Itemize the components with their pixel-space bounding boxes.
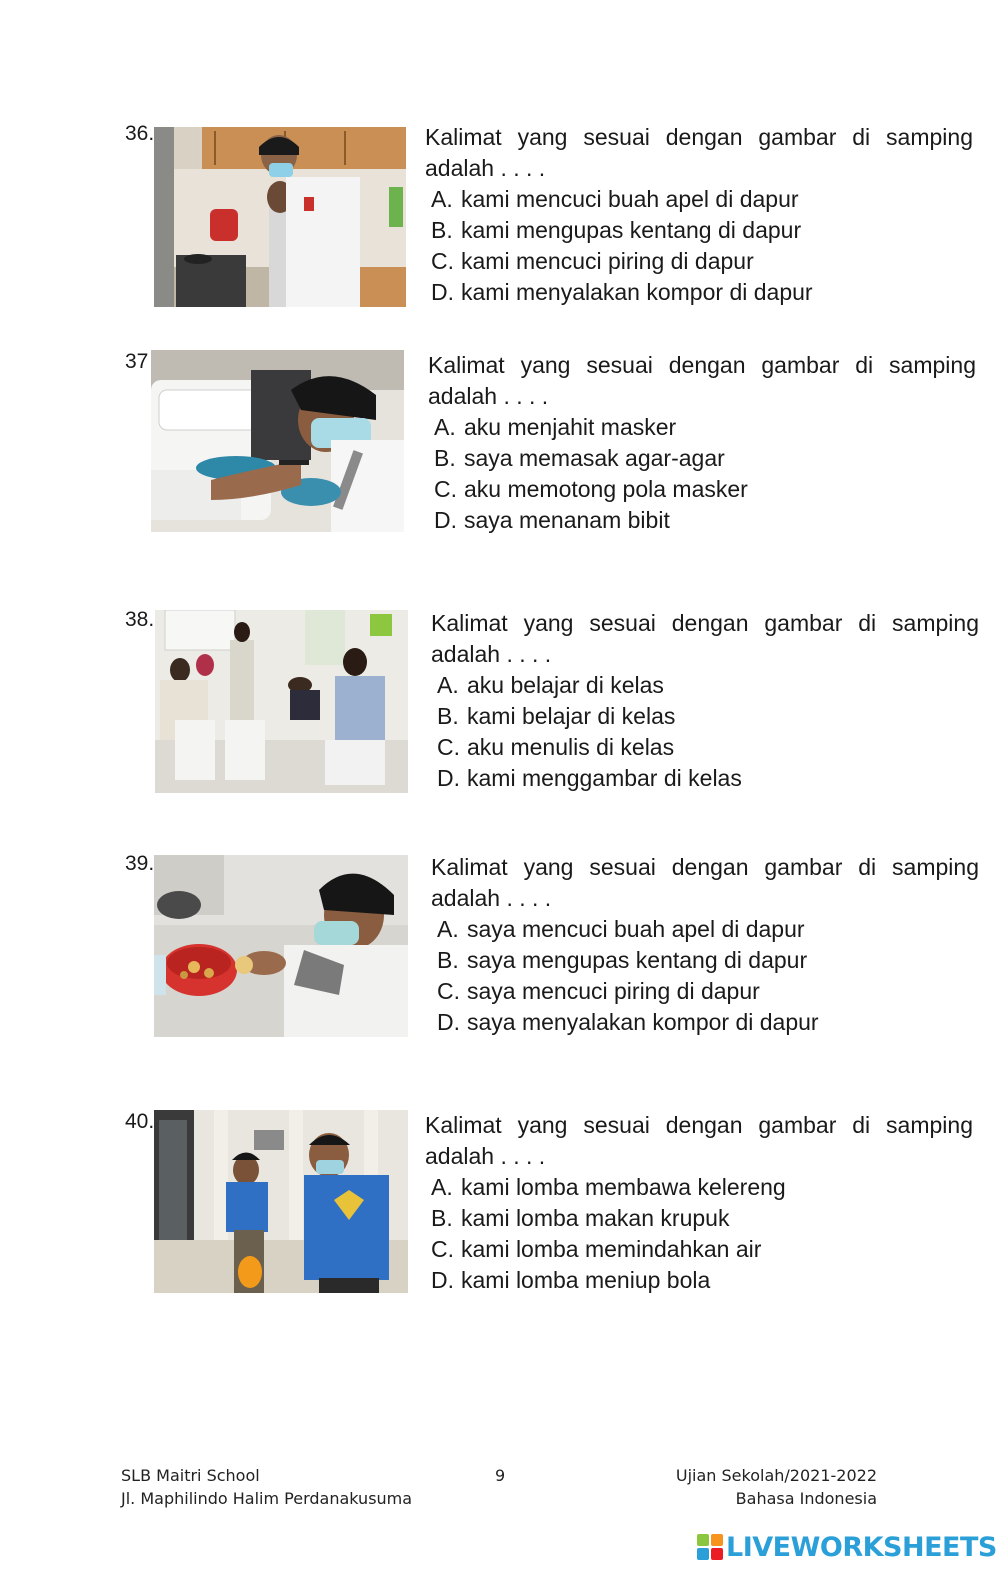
liveworksheets-brand[interactable] bbox=[697, 1530, 997, 1564]
question-stem-end: adalah . . . . bbox=[425, 1143, 546, 1169]
footer-school: SLB Maitri School bbox=[121, 1466, 260, 1485]
footer-exam: Ujian Sekolah/2021-2022 bbox=[675, 1466, 877, 1485]
footer-right bbox=[640, 1464, 877, 1510]
balloon-race-photo bbox=[154, 1110, 408, 1293]
option-a[interactable]: A. kami mencuci buah apel di dapur bbox=[431, 186, 799, 212]
question-stem: Kalimat yang sesuai dengan gambar di samping bbox=[428, 352, 976, 378]
option-d[interactable]: D. kami menyalakan kompor di dapur bbox=[431, 279, 813, 305]
option-a[interactable]: A. kami lomba membawa kelereng bbox=[431, 1174, 786, 1200]
option-c[interactable]: C. kami lomba memindahkan air bbox=[431, 1236, 762, 1262]
option-c[interactable]: C. aku menulis di kelas bbox=[437, 734, 675, 760]
option-c[interactable]: C. kami mencuci piring di dapur bbox=[431, 248, 754, 274]
option-b[interactable]: B. kami belajar di kelas bbox=[437, 703, 676, 729]
option-d[interactable]: D. saya menyalakan kompor di dapur bbox=[437, 1009, 819, 1035]
question-stem-end: adalah . . . . bbox=[431, 641, 552, 667]
option-c[interactable]: C. aku memotong pola masker bbox=[434, 476, 748, 502]
logo-square-icon bbox=[697, 1548, 709, 1560]
question-number: 38. bbox=[125, 608, 155, 631]
question-text bbox=[431, 608, 979, 794]
footer-page-number: 9 bbox=[495, 1466, 506, 1485]
option-d[interactable]: D. kami menggambar di kelas bbox=[437, 765, 742, 791]
option-d[interactable]: D. saya menanam bibit bbox=[434, 507, 670, 533]
option-b[interactable]: B. kami lomba makan krupuk bbox=[431, 1205, 730, 1231]
question-stem: Kalimat yang sesuai dengan gambar di samping bbox=[425, 1112, 973, 1138]
question-number: 40. bbox=[125, 1110, 155, 1133]
question-stem: Kalimat yang sesuai dengan gambar di samping bbox=[431, 854, 979, 880]
option-a[interactable]: A. aku menjahit masker bbox=[434, 414, 677, 440]
brand-name: LIVEWORKSHEETS bbox=[726, 1531, 997, 1563]
question-text bbox=[431, 852, 979, 1038]
question-stem: Kalimat yang sesuai dengan gambar di samping bbox=[425, 124, 973, 150]
footer-subject: Bahasa Indonesia bbox=[735, 1489, 877, 1508]
logo-square-icon bbox=[711, 1548, 723, 1560]
question-stem-end: adalah . . . . bbox=[431, 885, 552, 911]
question-stem: Kalimat yang sesuai dengan gambar di samping bbox=[431, 610, 979, 636]
footer-address: Jl. Maphilindo Halim Perdanakusuma bbox=[121, 1489, 413, 1508]
question-text bbox=[428, 350, 976, 536]
sewing-machine-photo bbox=[151, 350, 404, 532]
logo-square-icon bbox=[697, 1534, 709, 1546]
peeling-potato-photo bbox=[154, 855, 408, 1037]
option-b[interactable]: B. kami mengupas kentang di dapur bbox=[431, 217, 802, 243]
question-text bbox=[425, 122, 973, 308]
option-c[interactable]: C. saya mencuci piring di dapur bbox=[437, 978, 760, 1004]
option-d[interactable]: D. kami lomba meniup bola bbox=[431, 1267, 711, 1293]
question-stem-end: adalah . . . . bbox=[428, 383, 549, 409]
footer-left bbox=[121, 1464, 412, 1510]
question-number: 39. bbox=[125, 852, 155, 875]
question-number: 36. bbox=[125, 122, 155, 145]
question-number: 37 bbox=[125, 350, 149, 373]
logo-square-icon bbox=[711, 1534, 723, 1546]
option-b[interactable]: B. saya memasak agar-agar bbox=[434, 445, 725, 471]
option-a[interactable]: A. saya mencuci buah apel di dapur bbox=[437, 916, 805, 942]
kitchen-stove-photo bbox=[154, 127, 406, 307]
classroom-photo bbox=[155, 610, 408, 793]
option-b[interactable]: B. saya mengupas kentang di dapur bbox=[437, 947, 808, 973]
option-a[interactable]: A. aku belajar di kelas bbox=[437, 672, 664, 698]
question-stem-end: adalah . . . . bbox=[425, 155, 546, 181]
question-text bbox=[425, 1110, 973, 1296]
liveworksheets-logo-icon bbox=[697, 1534, 723, 1560]
